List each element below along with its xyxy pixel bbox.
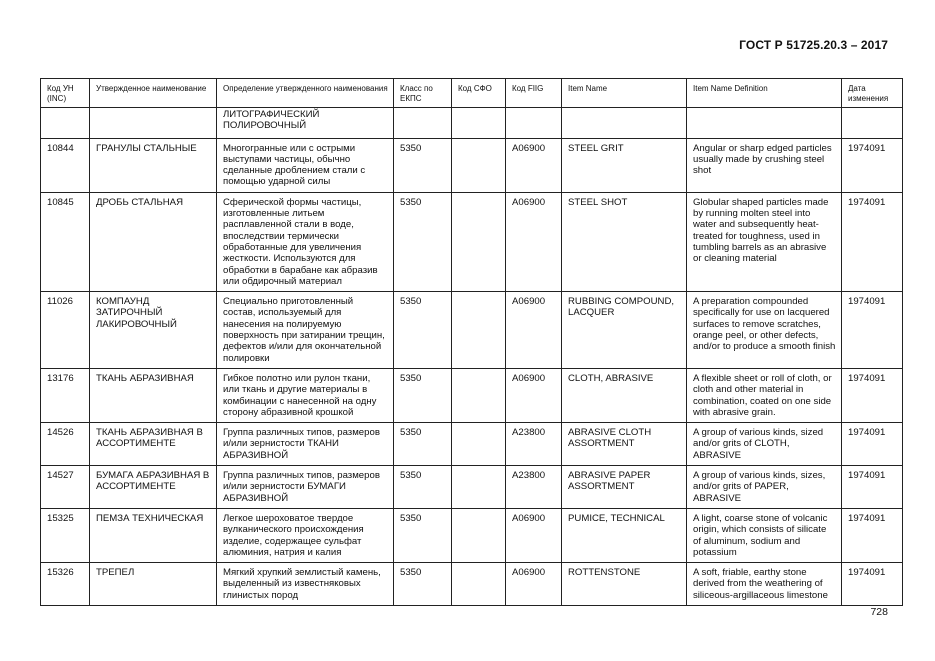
- cell-item-name: ROTTENSTONE: [562, 563, 687, 606]
- cell-date: 1974091: [842, 192, 903, 291]
- header-date: Дата изменения: [842, 79, 903, 108]
- cell-definition: Группа различных типов, размеров и/или зернистости ТКАНИ АБРАЗИВНОЙ: [217, 423, 394, 466]
- cell-date: [842, 108, 903, 139]
- cell-name: ДРОБЬ СТАЛЬНАЯ: [90, 192, 217, 291]
- header-class: Класс по ЕКПС: [394, 79, 452, 108]
- cell-definition: Легкое шероховатое твердое вулканического происхождения изделие, содержащее сульфат алюминия, натрия и калия: [217, 508, 394, 562]
- table-header-row: [41, 79, 903, 108]
- cell-definition: Гибкое полотно или рулон ткани, или ткань и другие материалы в комбинации с нанесенной на одну сторону абразивной крошкой: [217, 368, 394, 422]
- cell-item-name: RUBBING COMPOUND, LACQUER: [562, 292, 687, 369]
- cell-definition: Сферической формы частицы, изготовленные литьем расплавленной стали в воде, впоследствии термически обработанные для увеличения жесткости. Используются для обработки в барабане как абразив или обдирочный материал: [217, 192, 394, 291]
- page-number: 728: [870, 606, 888, 618]
- table-row: [41, 192, 903, 291]
- cell-sfo: [452, 563, 506, 606]
- cell-class: 5350: [394, 368, 452, 422]
- cell-date: 1974091: [842, 423, 903, 466]
- cell-item-name: STEEL SHOT: [562, 192, 687, 291]
- table-row: [41, 508, 903, 562]
- cell-class: 5350: [394, 192, 452, 291]
- cell-item-name: PUMICE, TECHNICAL: [562, 508, 687, 562]
- cell-fiig: A06900: [506, 138, 562, 192]
- cell-item-definition: Angular or sharp edged particles usually made by crushing steel shot: [687, 138, 842, 192]
- cell-code: [41, 108, 90, 139]
- cell-name: ПЕМЗА ТЕХНИЧЕСКАЯ: [90, 508, 217, 562]
- header-item-name: Item Name: [562, 79, 687, 108]
- cell-sfo: [452, 423, 506, 466]
- cell-definition: Мягкий хрупкий землистый камень, выделенный из известняковых глинистых пород: [217, 563, 394, 606]
- cell-date: 1974091: [842, 508, 903, 562]
- header-code: Код УН (INC): [41, 79, 90, 108]
- cell-code: 15326: [41, 563, 90, 606]
- cell-fiig: A06900: [506, 292, 562, 369]
- cell-item-definition: A soft, friable, earthy stone derived from the weathering of siliceous-argillaceous limestone: [687, 563, 842, 606]
- cell-item-definition: A group of various kinds, sized and/or grits of CLOTH, ABRASIVE: [687, 423, 842, 466]
- cell-name: ТКАНЬ АБРАЗИВНАЯ: [90, 368, 217, 422]
- cell-item-definition: A group of various kinds, sizes, and/or grits of PAPER, ABRASIVE: [687, 466, 842, 509]
- cell-item-name: ABRASIVE CLOTH ASSORTMENT: [562, 423, 687, 466]
- document-title: ГОСТ Р 51725.20.3 – 2017: [739, 38, 888, 52]
- header-definition: Определение утвержденного наименования: [217, 79, 394, 108]
- cell-item-definition: A flexible sheet or roll of cloth, or cloth and other material in combination, coated on one side with abrasive grain.: [687, 368, 842, 422]
- cell-code: 14526: [41, 423, 90, 466]
- cell-item-name: [562, 108, 687, 139]
- cell-definition: Специально приготовленный состав, используемый для нанесения на полируемую поверхность при затирании трещин, дефектов и/или для окончательной полировки: [217, 292, 394, 369]
- cell-class: 5350: [394, 466, 452, 509]
- cell-sfo: [452, 138, 506, 192]
- cell-name: [90, 108, 217, 139]
- cell-date: 1974091: [842, 563, 903, 606]
- cell-sfo: [452, 466, 506, 509]
- cell-code: 15325: [41, 508, 90, 562]
- cell-class: [394, 108, 452, 139]
- header-name: Утвержденное наименование: [90, 79, 217, 108]
- cell-date: 1974091: [842, 368, 903, 422]
- header-sfo: Код СФО: [452, 79, 506, 108]
- cell-sfo: [452, 108, 506, 139]
- cell-code: 10845: [41, 192, 90, 291]
- cell-fiig: A23800: [506, 423, 562, 466]
- cell-item-definition: Globular shaped particles made by running molten steel into water and subsequently heat-treated for toughness, used in tumbling barrels as an abrasive or cleaning material: [687, 192, 842, 291]
- cell-name: ГРАНУЛЫ СТАЛЬНЫЕ: [90, 138, 217, 192]
- cell-code: 10844: [41, 138, 90, 192]
- cell-item-name: STEEL GRIT: [562, 138, 687, 192]
- table-row: [41, 292, 903, 369]
- header-item-definition: Item Name Definition: [687, 79, 842, 108]
- cell-definition: Группа различных типов, размеров и/или зернистости БУМАГИ АБРАЗИВНОЙ: [217, 466, 394, 509]
- cell-fiig: A06900: [506, 368, 562, 422]
- cell-name: ТКАНЬ АБРАЗИВНАЯ В АССОРТИМЕНТЕ: [90, 423, 217, 466]
- cell-fiig: A23800: [506, 466, 562, 509]
- cell-class: 5350: [394, 292, 452, 369]
- cell-item-name: CLOTH, ABRASIVE: [562, 368, 687, 422]
- cell-class: 5350: [394, 563, 452, 606]
- cell-code: 11026: [41, 292, 90, 369]
- cell-class: 5350: [394, 423, 452, 466]
- cell-date: 1974091: [842, 292, 903, 369]
- cell-sfo: [452, 508, 506, 562]
- cell-item-definition: [687, 108, 842, 139]
- cell-fiig: A06900: [506, 508, 562, 562]
- cell-item-definition: A preparation compounded specifically for use on lacquered surfaces to remove scratches, orange peel, or other defects, and/or to produce a smooth finish: [687, 292, 842, 369]
- table-row: [41, 423, 903, 466]
- cell-date: 1974091: [842, 466, 903, 509]
- cell-date: 1974091: [842, 138, 903, 192]
- table-row: [41, 466, 903, 509]
- cell-sfo: [452, 292, 506, 369]
- cell-sfo: [452, 368, 506, 422]
- cell-code: 14527: [41, 466, 90, 509]
- cell-fiig: [506, 108, 562, 139]
- cell-fiig: A06900: [506, 563, 562, 606]
- table-row: [41, 108, 903, 139]
- cell-definition: Многогранные или с острыми выступами частицы, обычно сделанные дроблением стали с помощью ударной силы: [217, 138, 394, 192]
- cell-item-definition: A light, coarse stone of volcanic origin, which consists of silicate of aluminum, sodium and potassium: [687, 508, 842, 562]
- cell-name: БУМАГА АБРАЗИВНАЯ В АССОРТИМЕНТЕ: [90, 466, 217, 509]
- catalog-table: [40, 78, 903, 606]
- header-fiig: Код FIIG: [506, 79, 562, 108]
- cell-fiig: A06900: [506, 192, 562, 291]
- table-row: [41, 138, 903, 192]
- cell-class: 5350: [394, 508, 452, 562]
- table-row: [41, 368, 903, 422]
- cell-name: ТРЕПЕЛ: [90, 563, 217, 606]
- cell-item-name: ABRASIVE PAPER ASSORTMENT: [562, 466, 687, 509]
- cell-class: 5350: [394, 138, 452, 192]
- cell-sfo: [452, 192, 506, 291]
- table-row: [41, 563, 903, 606]
- cell-definition: ЛИТОГРАФИЧЕСКИЙ ПОЛИРОВОЧНЫЙ: [217, 108, 394, 139]
- cell-name: КОМПАУНД ЗАТИРОЧНЫЙ ЛАКИРОВОЧНЫЙ: [90, 292, 217, 369]
- cell-code: 13176: [41, 368, 90, 422]
